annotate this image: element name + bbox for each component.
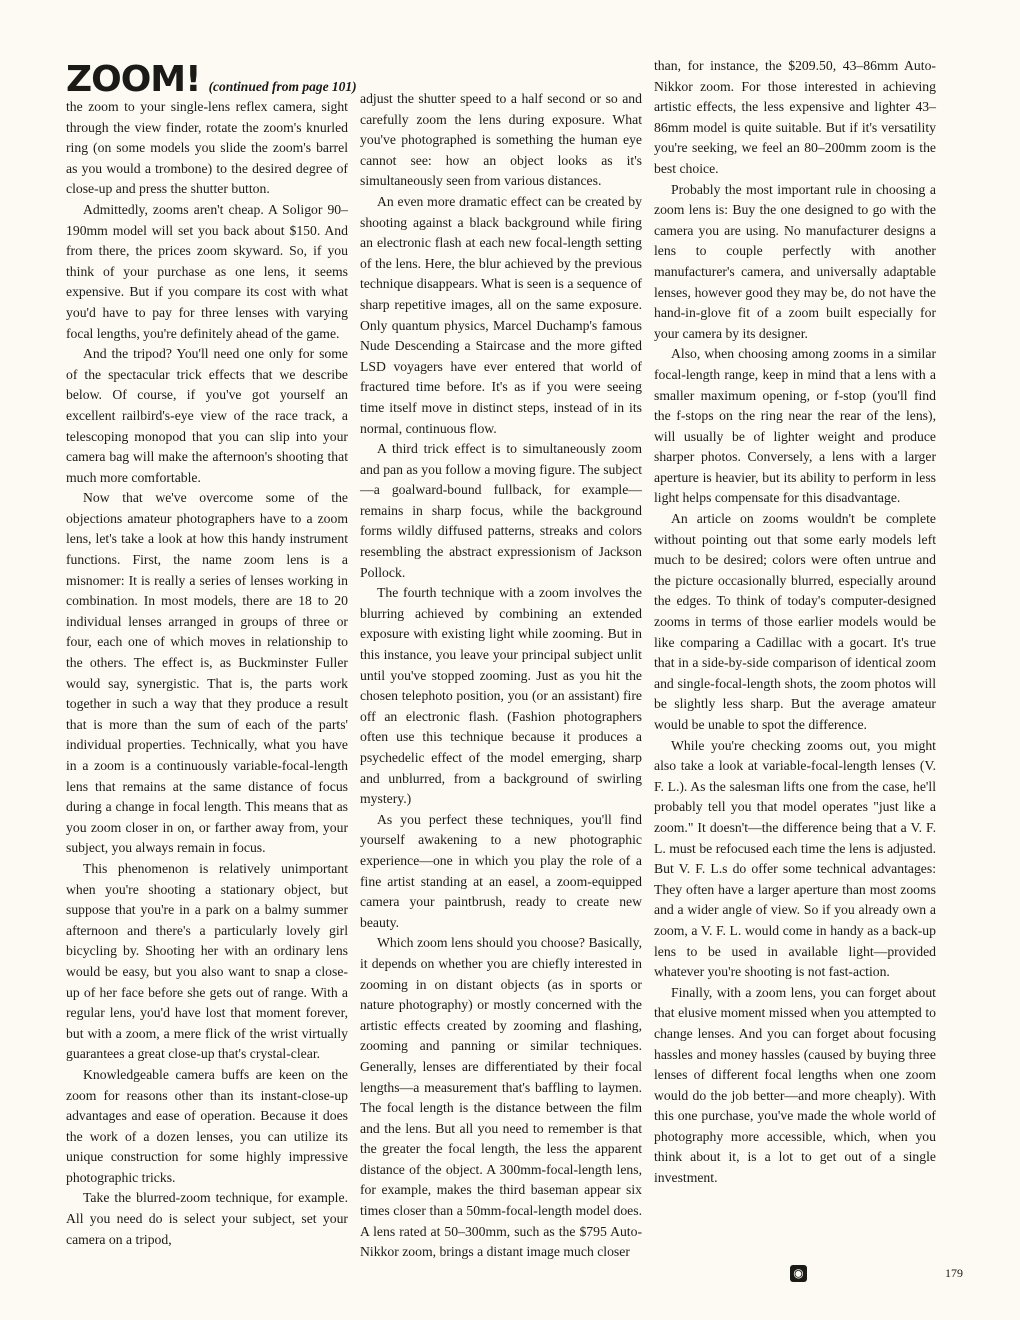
paragraph: Knowledgeable camera buffs are keen on the zoom for reasons other than its instant-close-up advantages and ease of operation. Because it does the work of a dozen lenses, you can utilize its unique construction for some highly impressive photographic tricks. — [66, 1066, 348, 1185]
continued-note: (continued from page 101) — [208, 79, 357, 94]
paragraph: Finally, with a zoom lens, you can forget about that elusive moment missed when you attempted to change lenses. And you can forget about focusing hassles and money hassles (caused by buying three lenses of different focal lengths when one zoom would do the job better—and more cheaply). With this one purchase, you've made the whole world of photography more accessible, which, when you think about it, is a lot to get out of a single investment. — [654, 984, 936, 1186]
text-column-3 — [654, 56, 936, 1189]
paragraph: Take the blurred-zoom technique, for example. All you need do is select your subject, set your camera on a tripod, — [66, 1190, 348, 1247]
paragraph: As you perfect these techniques, you'll find yourself awakening to a new photographic experience—one in which you play the role of a fine artist standing at an easel, a zoom-equipped camera your paintbrush, ready to create new beauty. — [360, 811, 642, 930]
paragraph: the zoom to your single-lens reflex camera, sight through the view finder, rotate the zoom's knurled ring (on some models you slide the zoom's barrel as you would a trombone) to the desired degree of close-up and press the shutter button. — [66, 99, 348, 197]
page-number: 179 — [945, 1266, 963, 1280]
text-column-2 — [360, 89, 642, 1263]
text-column-1 — [66, 97, 348, 1250]
paragraph: This phenomenon is relatively unimportant when you're shooting a stationary object, but suppose that you're in a park on a balmy summer afternoon and there's a particularly lovely girl bicycling by. Shooting her with an ordinary lens would be easy, but you also want to snap a close-up of her face before she gets out of range. With a regular lens, you'd have lost that moment forever, but with a zoom, a mere flick of the wrist virtually guarantees a great close-up that's crystal-clear. — [66, 860, 348, 1062]
paragraph: than, for instance, the $209.50, 43–86mm Auto-Nikkor zoom. For those interested in achieving artistic effects, the less expensive and lighter 43–86mm model is quite suitable. But if it's versatility you're seeking, we feel an 80–200mm zoom is the best choice. — [654, 58, 936, 176]
paragraph: Which zoom lens should you choose? Basically, it depends on whether you are chiefly interested in zooming in on distant objects (as in sports or nature photography) or mostly concerned with the artistic effects created by zooming and flashing, zooming and panning or similar techniques. Generally, lenses are differentiated by their focal lengths—a measurement that's baffling to laymen. The focal length is the distance between the film and the lens. But all you need to remember is that the greater the focal length, the less the apparent distance of the object. A 300mm-focal-length lens, for example, makes the third baseman appear six times closer than a 50mm-focal-length model does. A lens rated at 50–300mm, such as the $795 Auto-Nikkor zoom, brings a distant image much closer — [360, 935, 642, 1260]
paragraph: An even more dramatic effect can be created by shooting against a black background while firing an electronic flash at each new focal-length setting of the lens. Here, the blur achieved by the previous technique disappears. What is seen is a sequence of sharp repetitive images, all on the same exposure. Only quantum physics, Marcel Duchamp's famous Nude Descending a Staircase and the more gifted LSD voyagers have ever entered that world of fractured time before. It's as if you were seeing time itself move in distinct steps, instead of in its normal, continuous flow. — [360, 193, 642, 436]
paragraph: Probably the most important rule in choosing a zoom lens is: Buy the one designed to go with the camera you are using. No manufacturer designs a lens to couple perfectly with another manufacturer's camera, and universally adaptable lenses, however good they may be, do not have the hand-in-glove fit of a zoom built especially for your camera by its designer. — [654, 181, 936, 341]
paragraph: Also, when choosing among zooms in a similar focal-length range, keep in mind that a lens with a smaller maximum opening, or f-stop (you'll find the f-stops on the ring near the rear of the lens), will usually be of lighter weight and produce sharper photos. Conversely, a lens with a larger aperture is heavier, but its ability to perform in less light helps compensate for this disadvantage. — [654, 346, 936, 506]
rabbit-logo-icon: ◉ — [790, 1265, 807, 1282]
paragraph: And the tripod? You'll need one only for some of the spectacular trick effects that we describe below. Of course, if you've got yourself an excellent railbird's-eye view of the race track, a telescoping monopod that you can slip into your camera bag will make the afternoon's shooting that much more comfortable. — [66, 346, 348, 485]
paragraph: A third trick effect is to simultaneously zoom and pan as you follow a moving figure. The subject—a goalward-bound fullback, for example—remains in sharp focus, while the background forms wildly diffused patterns, streaks and colors resembling the abstract expressionism of Jackson Pollock. — [360, 441, 642, 580]
paragraph: While you're checking zooms out, you might also take a look at variable-focal-length lenses (V. F. L.). As the salesman lifts one from the case, he'll probably tell you that model operates "just like a zoom." It doesn't—the difference being that a V. F. L. must be refocused each time the lens is adjusted. But V. F. L.s do offer some technical advantages: They often have a larger aperture than most zooms and a wider angle of view. So if you already own a zoom, a V. F. L. would come in handy as a back-up lens to be used in available light—provided whatever you're shooting is not fast-action. — [654, 737, 936, 980]
paragraph: An article on zooms wouldn't be complete without pointing out that some early models left much to be desired; colors were often untrue and the picture occasionally blurred, especially around the edges. To think of today's computer-designed zooms in terms of those earlier models would be like comparing a Cadillac with a gocart. It's true that in a side-by-side comparison of identical zoom and single-focal-length shots, the zoom photos will be slightly less sharp. But the average amateur would be unable to spot the difference. — [654, 511, 936, 732]
paragraph: Admittedly, zooms aren't cheap. A Soligor 90–190mm model will set you back about $150. And from there, the prices zoom skyward. So, if you think of your purchase as one lens, it seems expensive. But if you compare its cost with what you'd have to pay for three lenses with varying focal lengths, you're definitely ahead of the game. — [66, 201, 348, 341]
article-headline — [66, 59, 366, 100]
article-title: ZOOM! — [66, 59, 201, 100]
paragraph: Now that we've overcome some of the objections amateur photographers have to a zoom lens, let's take a look at how this handy instrument functions. First, the name zoom lens is a misnomer: It is really a series of lenses working in combination. In most models, there are 18 to 20 individual lenses arranged in groups of three or four, each one of which moves in relationship to the others. The effect is, as Buckminster Fuller would say, synergistic. That is, the parts work together in such a way that they produce a result that is more than the sum of each of the parts' individual properties. Technically, what you have in a zoom is a continuously variable-focal-length lens that remains at the same distance of focus during a change in focal length. This means that as you zoom closer in on, or farther away from, your subject, you always remain in focus. — [66, 490, 348, 856]
paragraph: adjust the shutter speed to a half second or so and carefully zoom the lens during exposure. What you've photographed is something the human eye cannot see: how an object looks as it's simultaneously seen from various distances. — [360, 91, 642, 189]
paragraph: The fourth technique with a zoom involves the blurring achieved by combining an extended exposure with existing light while zooming. But in this instance, you leave your principal subject unlit until you've stopped zooming. Just as you hit the chosen telephoto position, you (or an assistant) fire off an electronic flash. (Fashion photographers often use this technique because it produces a psychedelic effect of the model emerging, sharp and unblurred, from a background of swirling mystery.) — [360, 585, 642, 807]
